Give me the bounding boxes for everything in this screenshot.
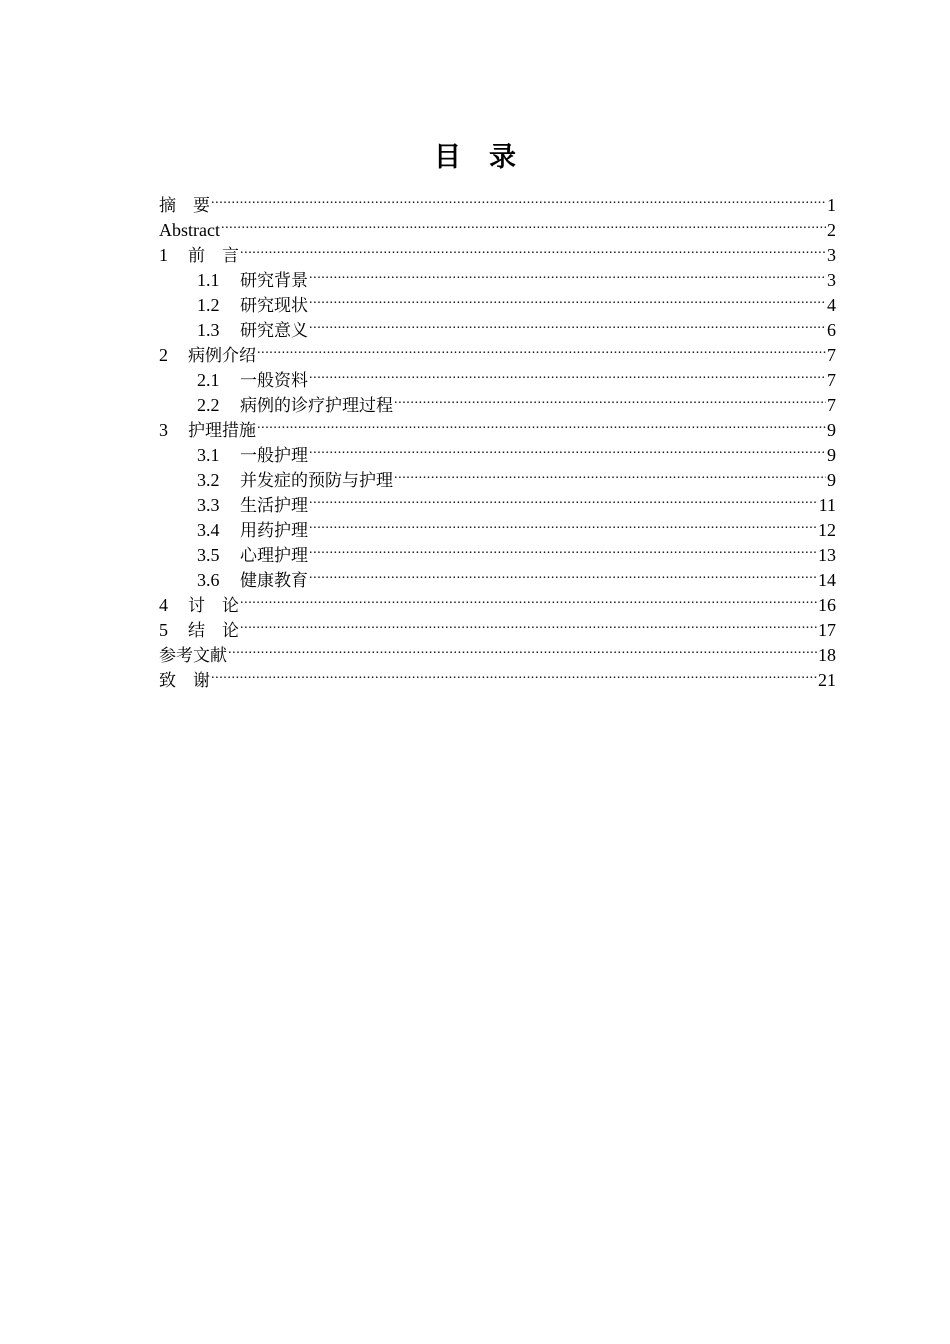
toc-entry-label: 结 论 — [188, 621, 239, 641]
toc-entry-number: 3.4 — [197, 520, 220, 540]
toc-dot-leader — [309, 286, 826, 311]
toc-entry-number: 1.1 — [197, 270, 220, 290]
toc-entry-number: 2.1 — [197, 370, 220, 390]
toc-entry[interactable] — [159, 611, 836, 641]
toc-entry-number: 1.2 — [197, 295, 220, 315]
toc-entry-page-number: 9 — [827, 445, 836, 465]
toc-entry[interactable] — [159, 336, 836, 366]
toc-dot-leader — [257, 411, 826, 436]
toc-entry[interactable] — [159, 411, 836, 441]
toc-entry-label: 并发症的预防与护理 — [240, 471, 393, 491]
toc-entry-page-number: 11 — [818, 495, 836, 515]
toc-entry-label: 病例的诊疗护理过程 — [240, 396, 393, 416]
table-of-contents — [159, 186, 836, 691]
toc-dot-leader — [240, 611, 817, 636]
toc-entry-page-number: 3 — [827, 270, 836, 290]
toc-dot-leader — [309, 261, 826, 286]
toc-dot-leader — [221, 211, 826, 236]
toc-entry[interactable] — [159, 586, 836, 616]
toc-entry[interactable] — [159, 661, 836, 691]
toc-entry-label: 病例介绍 — [188, 346, 256, 366]
toc-entry[interactable] — [159, 436, 836, 466]
toc-entry-label: 一般资料 — [240, 371, 308, 391]
toc-entry-number: 5 — [159, 620, 168, 640]
toc-entry-page-number: 16 — [818, 595, 836, 615]
toc-dot-leader — [309, 486, 818, 511]
toc-entry-page-number: 13 — [818, 545, 836, 565]
toc-dot-leader — [309, 361, 826, 386]
toc-entry-page-number: 1 — [827, 195, 836, 215]
toc-entry-label: 前 言 — [188, 246, 239, 266]
toc-title-char-1: 目 — [434, 142, 461, 173]
toc-entry[interactable] — [159, 186, 836, 216]
toc-entry[interactable] — [159, 211, 836, 240]
toc-entry-label: 健康教育 — [240, 571, 308, 591]
toc-entry-label: Abstract — [159, 220, 220, 240]
toc-entry-number: 3.5 — [197, 545, 220, 565]
toc-entry-page-number: 4 — [827, 295, 836, 315]
toc-entry-label: 研究意义 — [240, 321, 308, 341]
toc-dot-leader — [309, 536, 817, 561]
toc-dot-leader — [309, 436, 826, 461]
toc-entry-number: 3.2 — [197, 470, 220, 490]
toc-dot-leader — [257, 336, 826, 361]
toc-entry[interactable] — [159, 261, 836, 291]
toc-entry-number: 3.3 — [197, 495, 220, 515]
toc-entry-label: 讨 论 — [188, 596, 239, 616]
toc-dot-leader — [394, 461, 826, 486]
toc-entry-label: 心理护理 — [240, 546, 308, 566]
toc-entry[interactable] — [159, 636, 836, 666]
toc-dot-leader — [394, 386, 826, 411]
toc-entry-page-number: 21 — [818, 670, 836, 690]
toc-dot-leader — [309, 511, 817, 536]
toc-entry-page-number: 7 — [827, 345, 836, 365]
toc-title — [0, 138, 950, 178]
toc-dot-leader — [309, 561, 817, 586]
toc-entry-page-number: 14 — [818, 570, 836, 590]
toc-entry-number: 2 — [159, 345, 168, 365]
toc-entry-number: 4 — [159, 595, 168, 615]
toc-entry-page-number: 17 — [818, 620, 836, 640]
toc-entry-label: 研究现状 — [240, 296, 308, 316]
toc-entry-label: 研究背景 — [240, 271, 308, 291]
toc-dot-leader — [228, 636, 817, 661]
toc-entry-number: 3 — [159, 420, 168, 440]
toc-entry-page-number: 7 — [827, 395, 836, 415]
toc-entry-page-number: 2 — [827, 220, 836, 240]
toc-entry-label: 用药护理 — [240, 521, 308, 541]
toc-entry-label: 参考文献 — [159, 646, 227, 666]
toc-entry-number: 1.3 — [197, 320, 220, 340]
toc-entry-label: 一般护理 — [240, 446, 308, 466]
toc-entry-number: 2.2 — [197, 395, 220, 415]
toc-entry-label: 致 谢 — [159, 671, 210, 691]
toc-entry-page-number: 18 — [818, 645, 836, 665]
toc-dot-leader — [309, 311, 826, 336]
toc-entry-page-number: 9 — [827, 420, 836, 440]
toc-entry-page-number: 7 — [827, 370, 836, 390]
toc-entry[interactable] — [159, 361, 836, 391]
toc-entry-label: 护理措施 — [188, 421, 256, 441]
toc-entry-label: 摘 要 — [159, 196, 210, 216]
toc-entry-page-number: 3 — [827, 245, 836, 265]
toc-dot-leader — [211, 661, 817, 686]
toc-entry-page-number: 6 — [827, 320, 836, 340]
toc-entry-label: 生活护理 — [240, 496, 308, 516]
toc-dot-leader — [211, 186, 826, 211]
toc-entry-number: 3.1 — [197, 445, 220, 465]
toc-title-char-2: 录 — [489, 142, 516, 173]
toc-entry-number: 3.6 — [197, 570, 220, 590]
toc-entry-number: 1 — [159, 245, 168, 265]
toc-dot-leader — [240, 586, 817, 611]
toc-entry-page-number: 9 — [827, 470, 836, 490]
toc-entry-page-number: 12 — [818, 520, 836, 540]
toc-dot-leader — [240, 236, 826, 261]
toc-entry[interactable] — [159, 236, 836, 266]
